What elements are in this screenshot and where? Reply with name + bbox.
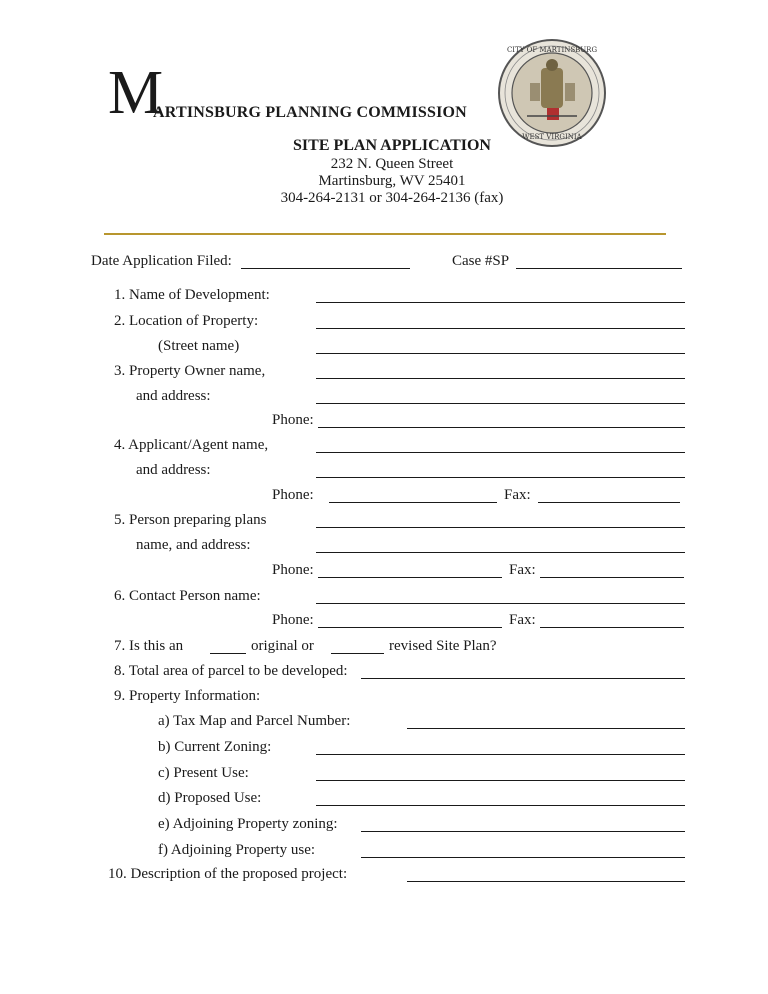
current-zoning-field[interactable] (316, 754, 685, 755)
title-initial: M (108, 59, 164, 127)
svg-text:CITY OF MARTINSBURG: CITY OF MARTINSBURG (506, 46, 598, 54)
owner-address-field[interactable] (316, 403, 685, 404)
date-filed-field[interactable] (241, 268, 410, 269)
q9-label: 9. Property Information: (114, 688, 261, 704)
q3-label: 3. Property Owner name, (114, 363, 266, 379)
q4-label: 4. Applicant/Agent name, (114, 437, 269, 453)
applicant-address-field[interactable] (316, 477, 685, 478)
parcel-area-field[interactable] (361, 678, 685, 679)
q9e-label: e) Adjoining Property zoning: (158, 816, 338, 832)
contact-phone-label: Phone: (272, 612, 314, 628)
form-title: SITE PLAN APPLICATION (293, 137, 491, 154)
city-seal-icon (497, 38, 607, 148)
q6-label: 6. Contact Person name: (114, 588, 261, 604)
property-location-field[interactable] (316, 328, 685, 329)
owner-name-field[interactable] (316, 378, 685, 379)
address-line-1: 232 N. Queen Street (330, 156, 454, 172)
owner-phone-label: Phone: (272, 412, 314, 428)
applicant-fax-field[interactable] (538, 502, 680, 503)
q7-label: 7. Is this an (114, 638, 184, 654)
case-label: Case #SP (452, 253, 510, 269)
street-name-field[interactable] (316, 353, 685, 354)
q9b-label: b) Current Zoning: (158, 739, 272, 755)
svg-text:WEST VIRGINIA: WEST VIRGINIA (522, 133, 582, 141)
owner-phone-field[interactable] (318, 427, 685, 428)
contact-phone-field[interactable] (318, 627, 502, 628)
revised-blank[interactable] (331, 653, 384, 654)
contact-fax-label: Fax: (509, 612, 536, 628)
q9a-label: a) Tax Map and Parcel Number: (158, 713, 351, 729)
adjoining-zoning-field[interactable] (361, 831, 685, 832)
preparer-fax-field[interactable] (540, 577, 684, 578)
development-name-field[interactable] (316, 302, 685, 303)
header-divider (104, 233, 666, 235)
proposed-use-field[interactable] (316, 805, 685, 806)
commission-title: ARTINSBURG PLANNING COMMISSION (153, 104, 467, 121)
q9c-label: c) Present Use: (158, 765, 249, 781)
q5-label: 5. Person preparing plans (114, 512, 267, 528)
preparer-address-field[interactable] (316, 552, 685, 553)
original-blank[interactable] (210, 653, 246, 654)
q3-sublabel: and address: (136, 388, 211, 404)
q7-revised-label: revised Site Plan? (389, 638, 497, 654)
q2-label: 2. Location of Property: (114, 313, 259, 329)
contact-name-field[interactable] (316, 603, 685, 604)
preparer-phone-label: Phone: (272, 562, 314, 578)
preparer-fax-label: Fax: (509, 562, 536, 578)
case-number-field[interactable] (516, 268, 682, 269)
date-filed-label: Date Application Filed: (91, 253, 232, 269)
preparer-phone-field[interactable] (318, 577, 502, 578)
q2-sublabel: (Street name) (158, 338, 240, 354)
q1-label: 1. Name of Development: (114, 287, 270, 303)
address-line-2: Martinsburg, WV 25401 (318, 173, 466, 189)
tax-map-field[interactable] (407, 728, 685, 729)
q9f-label: f) Adjoining Property use: (158, 842, 316, 858)
adjoining-use-field[interactable] (361, 857, 685, 858)
q10-label: 10. Description of the proposed project: (108, 866, 348, 882)
applicant-name-field[interactable] (316, 452, 685, 453)
applicant-fax-label: Fax: (504, 487, 531, 503)
preparer-name-field[interactable] (316, 527, 685, 528)
q8-label: 8. Total area of parcel to be developed: (114, 663, 348, 679)
applicant-phone-label: Phone: (272, 487, 314, 503)
q4-sublabel: and address: (136, 462, 211, 478)
contact-fax-field[interactable] (540, 627, 684, 628)
q5-sublabel: name, and address: (136, 537, 251, 553)
phone-line: 304-264-2131 or 304-264-2136 (fax) (280, 190, 504, 206)
q7-original-label: original or (251, 638, 314, 654)
present-use-field[interactable] (316, 780, 685, 781)
q9d-label: d) Proposed Use: (158, 790, 262, 806)
project-description-field[interactable] (407, 881, 685, 882)
applicant-phone-field[interactable] (329, 502, 497, 503)
